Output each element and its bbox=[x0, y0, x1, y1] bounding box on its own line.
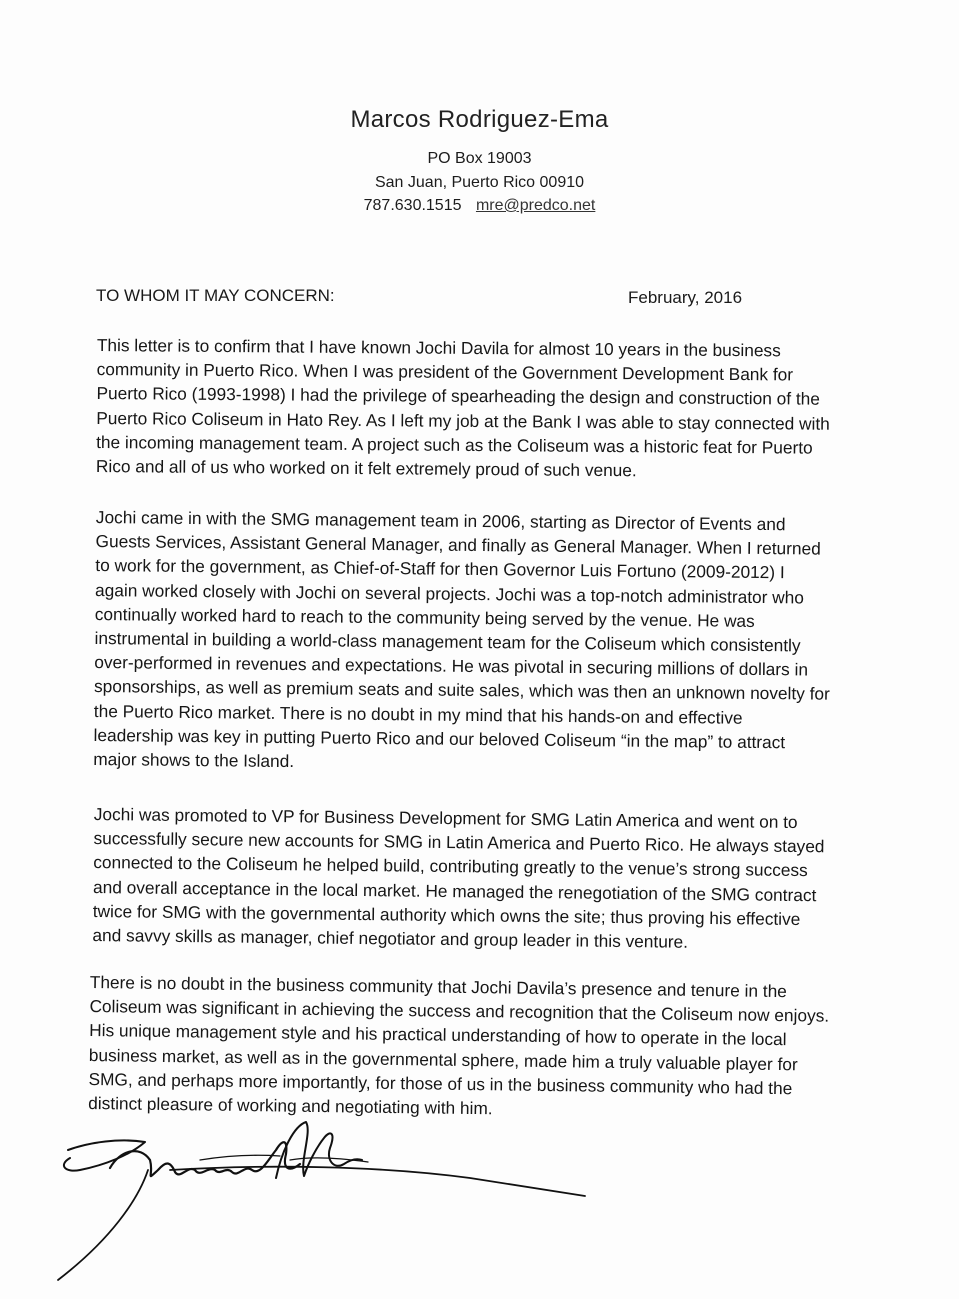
salutation: TO WHOM IT MAY CONCERN: bbox=[96, 286, 335, 305]
letter-date: February, 2016 bbox=[628, 288, 743, 307]
sender-name: Marcos Rodriguez-Ema bbox=[350, 106, 609, 133]
body-paragraph-3: Jochi was promoted to VP for Business Development for SMG Latin America and went on to successfully secure new accounts for SMG in Latin America and Puerto Rico. He always stayed connected to the Coliseum he helped build, contributing greatly to the venue’s strong success and overall acceptance in the local market. He managed the renegotiation of the SMG contract twice for SMG with the governmental authority which owns the site; thus proving his effective and savvy skills as manager, chief negotiator and group leader in this venture. bbox=[92, 803, 825, 952]
body-paragraph-1: This letter is to confirm that I have known Jochi Davila for almost 10 years in the business community in Puerto Rico. When I was president of the Government Development Bank for Puerto Rico (1993-1998) I had the privilege of spearheading the design and construction of the Puerto Rico Coliseum in Hato Rey. As I left my job at the Bank I was able to stay connected with the incoming management team. A project such as the Coliseum was a historic feat for Puerto Rico and all of us who worked on it felt extremely proud of such venue. bbox=[95, 334, 830, 481]
handwritten-signature bbox=[50, 1120, 610, 1290]
sender-contact-line bbox=[0, 197, 959, 215]
body-paragraph-4: There is no doubt in the business community that Jochi Davila’s presence and tenure in the Coliseum was significant in achieving the success and recognition that the Coliseum now enjoys. His unique management style and his practical understanding of how to operate in the local business market, as well as in the governmental sphere, made him a truly valuable player for SMG, and perhaps more importantly, for those of us in the business community who had the distinct pleasure of working and negotiating with him. bbox=[88, 971, 830, 1119]
sender-email-link[interactable]: mre@predco.net bbox=[475, 197, 596, 214]
body-paragraph-2: Jochi came in with the SMG management team in 2006, starting as Director of Events and Guests Services, Assistant General Manager, and finally as General Manager. When I returned to work for the government, as Chief-of-Staff for then Governor Luis Fortuno (2009-2012) I again worked closely with Jochi on several projects. Jochi was a top-notch administrator who continually worked hard to reach to the community being served by the venue. He was instrumental in building a world-class management team for the Coliseum which consistently over-performed in revenues and expectations. He was pivotal in securing millions of dollars in sponsorships, as well as premium seats and suite sales, which was then an unknown novelty for the Puerto Rico market. There is no doubt in my mind that his hands-on and effective leadership was key in putting Puerto Rico and our beloved Coliseum “in the map” to attract major shows to the Island. bbox=[93, 506, 830, 772]
sender-city: San Juan, Puerto Rico 00910 bbox=[374, 174, 585, 191]
sender-phone: 787.630.1515 bbox=[363, 197, 462, 214]
sender-po-box: PO Box 19003 bbox=[427, 150, 532, 167]
